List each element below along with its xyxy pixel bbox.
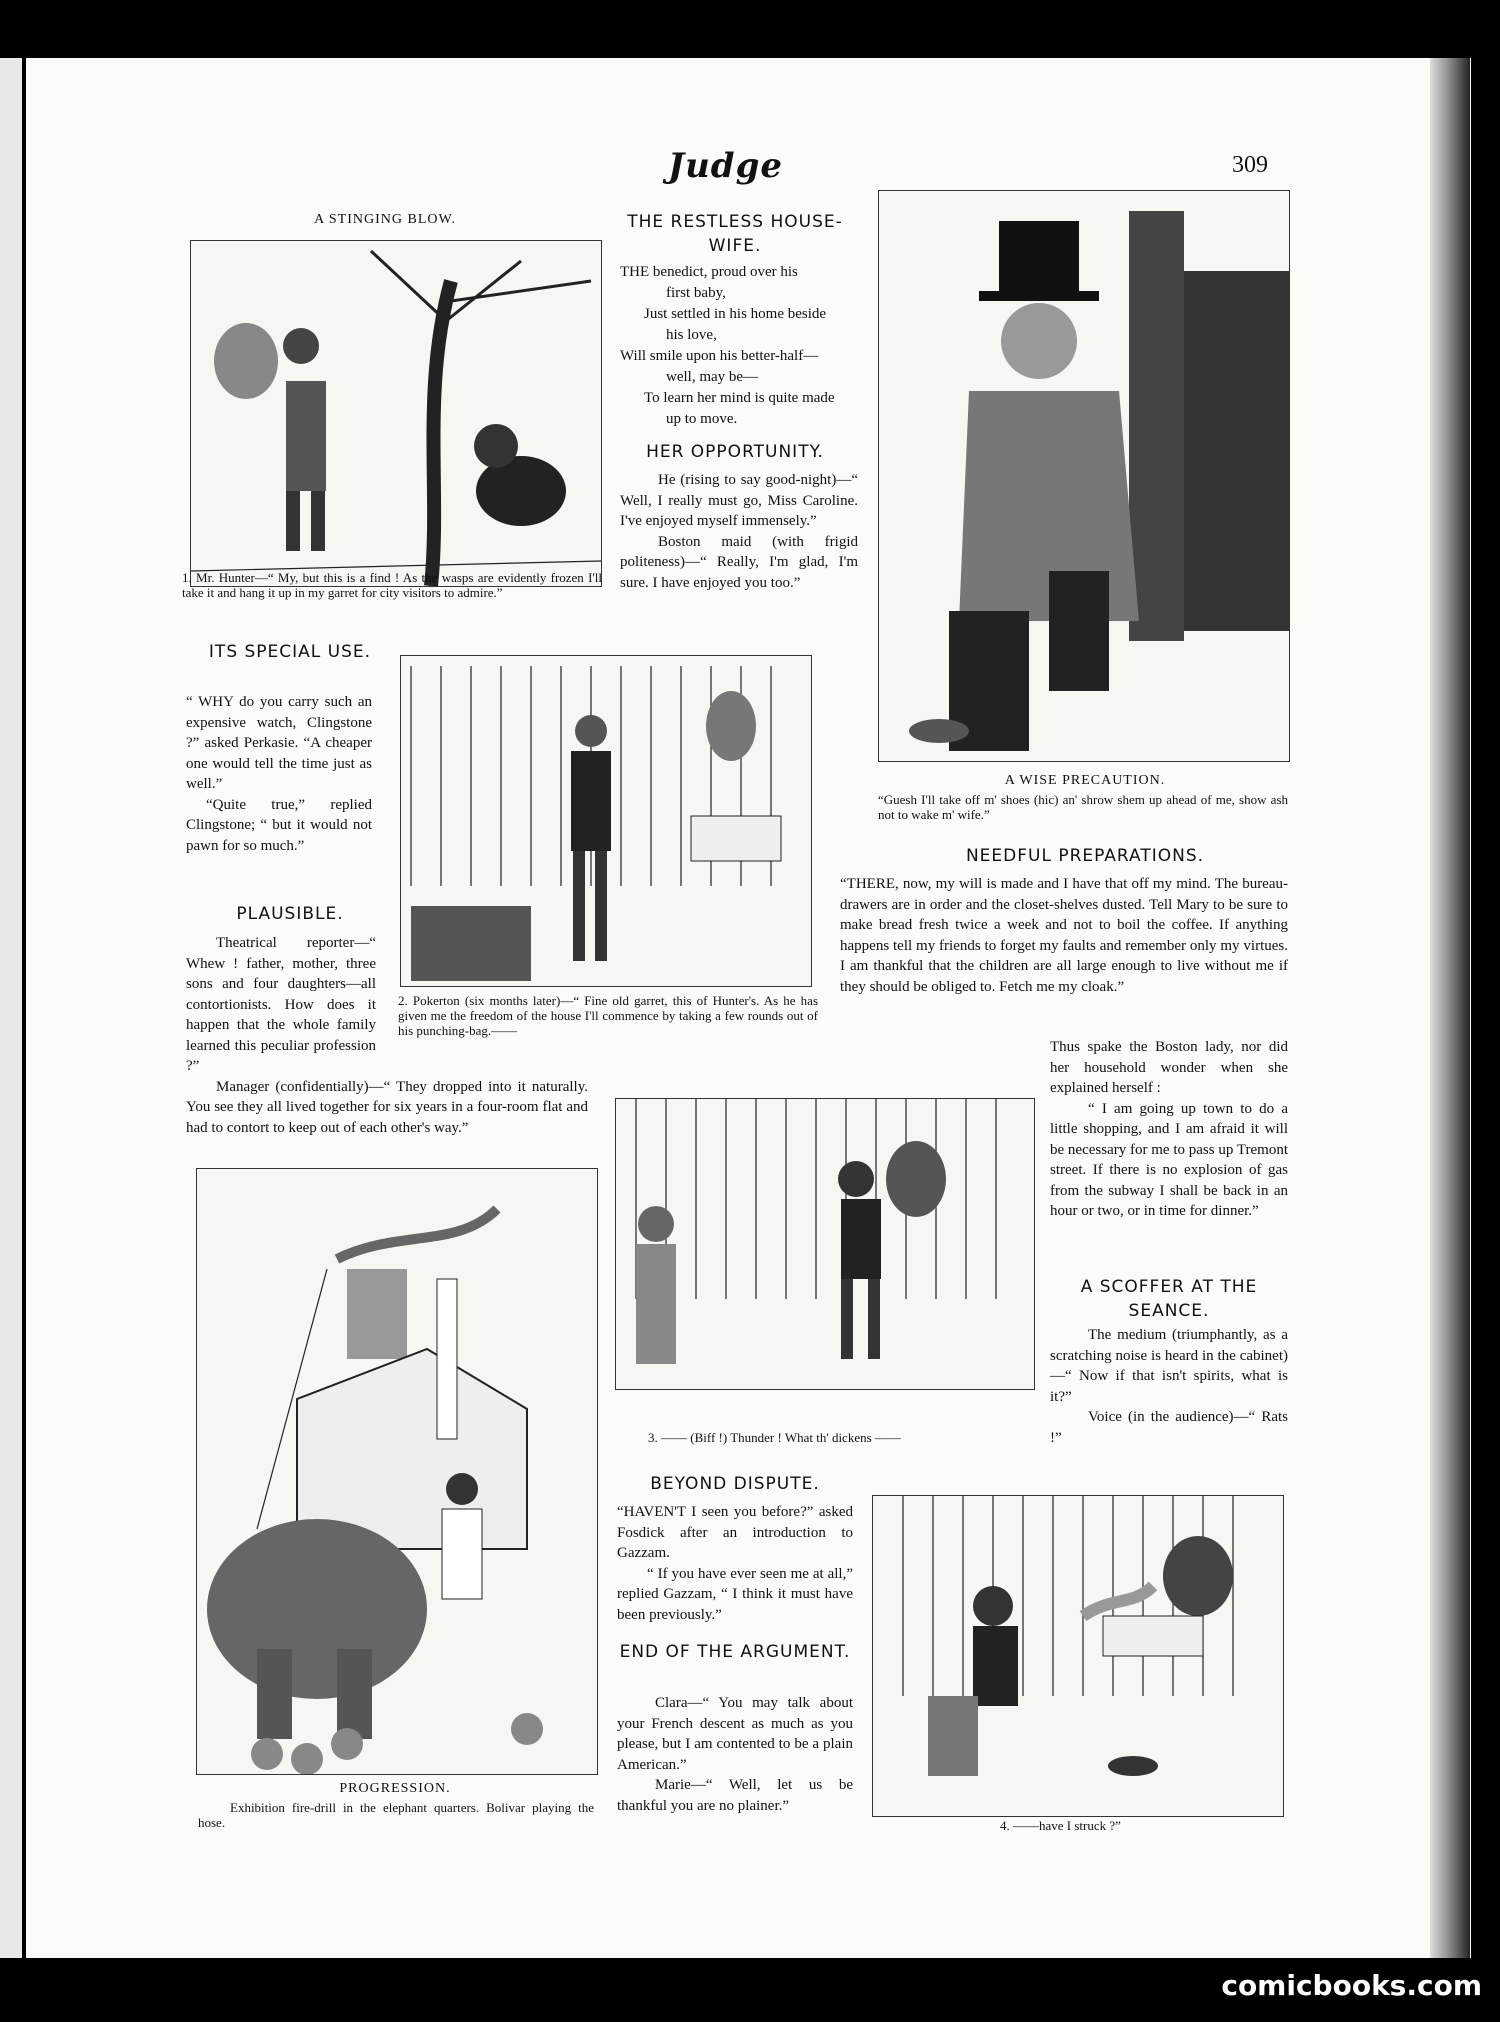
text-needful-preparations [840, 874, 1288, 997]
panel2-caption: 2. Pokerton (six months later)—“ Fine old garret, this of Hunter's. As he has given me the freedom of the house I'll commence by taking a few rounds out of his punching-bag.—— [398, 993, 818, 1038]
wise-precaution-title: A WISE PRECAUTION. [1004, 773, 1166, 788]
paragraph: He (rising to say good-night)—“ Well, I really must go, Miss Caroline. I've enjoyed myself immensely.” [620, 472, 858, 529]
poem-line: first baby, [666, 285, 726, 301]
heading-special-use: ITS SPECIAL USE. [208, 642, 372, 662]
text-end-of-argument [617, 1693, 853, 1816]
wise-precaution-caption: “Guesh I'll take off m' shoes (hic) an' shrow shem up ahead of me, show ash not to wake m' wife.” [878, 792, 1288, 822]
paragraph: Thus spake the Boston lady, nor did her household wonder when she explained herself : [1050, 1039, 1288, 1096]
poem-line: his love, [666, 327, 717, 343]
comic-title: A STINGING BLOW. [314, 212, 456, 227]
text-scoffer [1050, 1325, 1288, 1448]
panel1-illustration [190, 240, 602, 587]
paragraph: Marie—“ Well, let us be thankful you are no plainer.” [617, 1777, 853, 1814]
paragraph: “THERE, now, my will is made and I have that off my mind. The bureau-drawers are in order and the closet-shelves dusted. Tell Mary to be sure to make bread fresh twice a week and not to boil the coffee. If anything happens tell my friends to forget my faults and remember only my virtues. I am thankful that the children are all large enough to live without me if they should be obliged to. Fetch me my cloak.” [840, 876, 1288, 995]
panel4-caption: 4. ——have I struck ?” [1000, 1818, 1121, 1833]
panel4-illustration [872, 1495, 1284, 1817]
facing-page-edge [0, 58, 22, 1958]
heading-plausible: PLAUSIBLE. [236, 904, 344, 924]
heading-her-opportunity: HER OPPORTUNITY. [646, 442, 824, 462]
heading-needful-preparations: NEEDFUL PREPARATIONS. [965, 846, 1205, 866]
panel1-caption: 1. Mr. Hunter—“ My, but this is a find ! As the wasps are evidently frozen I'll take it and hang it up in my garret for city visitors to admire.” [182, 570, 602, 600]
paragraph: The medium (triumphantly, as a scratching noise is heard in the cabinet)—“ Now if that isn't spirits, what is it?” [1050, 1327, 1288, 1405]
poem-line: THE benedict, proud over his [620, 264, 798, 280]
paragraph: Manager (confidentially)—“ They dropped into it naturally. You see they all lived together for six years in a four-room flat and had to contort to keep out of each other's way.” [186, 1078, 588, 1136]
text-needful-continued [1050, 1037, 1288, 1222]
heading-beyond-dispute: BEYOND DISPUTE. [650, 1474, 820, 1494]
page-number: 309 [1232, 152, 1268, 178]
poem-restless-housewife [620, 262, 860, 430]
masthead: Judge [668, 146, 783, 186]
paragraph: “Quite true,” replied Clingstone; “ but it would not pawn for so much.” [186, 796, 372, 854]
paragraph: “ I am going up town to do a little shopping, and I am afraid it will be necessary for me to pass up Tremont street. If there is no explosion of gas from the subway I shall be back in an hour or two, or in time for dinner.” [1050, 1100, 1288, 1219]
paragraph: Voice (in the audience)—“ Rats !” [1050, 1409, 1288, 1446]
paragraph: “ WHY do you carry such an expensive watch, Clingstone ?” asked Perkasie. “A cheaper one would tell the time just as well.” [186, 694, 372, 792]
panel3-illustration [615, 1098, 1035, 1390]
progression-caption: Exhibition fire-drill in the elephant quarters. Bolivar playing the hose. [198, 1800, 594, 1830]
progression-illustration [196, 1168, 598, 1775]
heading-restless-housewife: THE RESTLESS HOUSE-WIFE. [627, 212, 843, 256]
wise-precaution-illustration [878, 190, 1290, 762]
heading-end-of-argument: END OF THE ARGUMENT. [619, 1642, 851, 1662]
poem-line: Will smile upon his better-half— [620, 348, 819, 364]
text-her-opportunity [620, 470, 858, 593]
panel3-caption: 3. —— (Biff !) Thunder ! What th' dickens —— [648, 1430, 901, 1445]
progression-title: PROGRESSION. [339, 1781, 451, 1796]
text-special-use [186, 692, 372, 856]
page-gutter-shadow [1430, 58, 1470, 1958]
poem-line: Just settled in his home beside [644, 306, 827, 322]
poem-line: up to move. [666, 411, 738, 427]
paragraph: Theatrical reporter—“ Whew ! father, mother, three sons and four daughters—all contortionists. How does it happen that the whole family learned this peculiar profession ?” [186, 935, 376, 1074]
poem-line: well, may be— [666, 369, 759, 385]
paragraph: Clara—“ You may talk about your French descent as much as you please, but I am contented to be a plain American.” [617, 1695, 853, 1773]
text-plausible [186, 933, 588, 1138]
paragraph: Boston maid (with frigid politeness)—“ Really, I'm glad, I'm sure. I have enjoyed you too.” [620, 533, 858, 591]
site-watermark: comicbooks.com [1221, 1969, 1482, 2002]
text-beyond-dispute [617, 1502, 853, 1625]
poem-line: To learn her mind is quite made [644, 390, 835, 406]
heading-scoffer: A SCOFFER AT THE SEANCE. [1080, 1277, 1258, 1321]
paragraph: “HAVEN'T I seen you before?” asked Fosdick after an introduction to Gazzam. [617, 1504, 853, 1561]
paragraph: “ If you have ever seen me at all,” replied Gazzam, “ I think it must have been previously.” [617, 1565, 853, 1623]
